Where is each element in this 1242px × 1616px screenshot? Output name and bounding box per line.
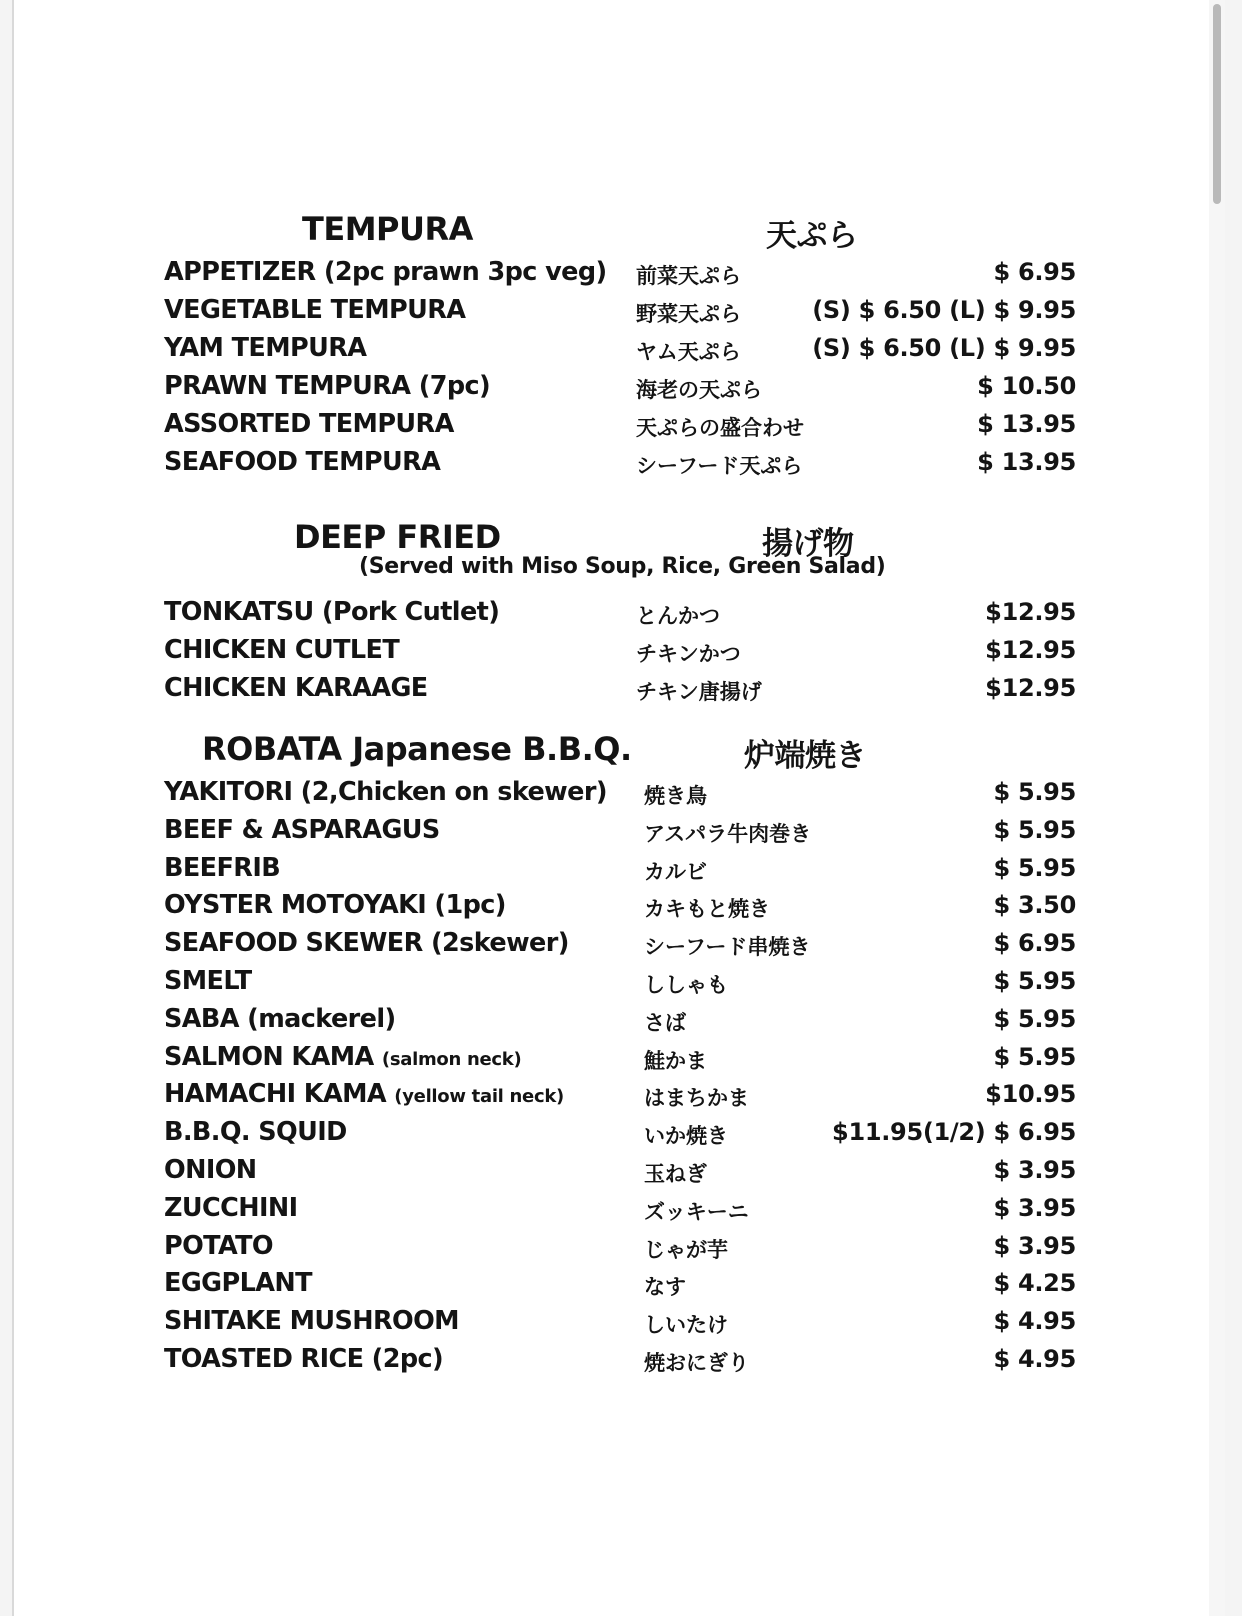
menu-item-row	[14, 444, 1214, 482]
item-name-text: VEGETABLE TEMPURA	[164, 295, 466, 326]
item-price: $ 6.95	[993, 929, 1076, 958]
menu-item-row	[14, 887, 1214, 925]
menu-item-row	[14, 1341, 1214, 1379]
menu-item-row	[14, 368, 1214, 406]
item-name-note: (salmon neck)	[381, 1048, 522, 1070]
item-price: $ 13.95	[977, 410, 1076, 439]
section-title-japanese: 天ぷら	[766, 218, 858, 254]
item-name	[164, 1155, 257, 1185]
item-name-text: EGGPLANT	[164, 1268, 312, 1299]
item-name-japanese: さば	[644, 1010, 686, 1035]
section-note: (Served with Miso Soup, Rice, Green Salad)	[359, 554, 886, 579]
menu-item-row	[14, 1190, 1214, 1228]
item-name-text: POTATO	[164, 1230, 274, 1261]
menu-items	[14, 774, 1214, 1379]
item-name	[164, 1042, 521, 1072]
item-name-japanese: 焼き鳥	[644, 784, 707, 808]
menu-item-row	[14, 1152, 1214, 1190]
menu-items	[14, 254, 1214, 483]
menu-item-row	[14, 1303, 1214, 1341]
item-name-text: SHITAKE MUSHROOM	[164, 1306, 459, 1337]
section-title: ROBATA Japanese B.B.Q.	[202, 730, 632, 768]
menu-item-row	[14, 1001, 1214, 1039]
item-name-text: CHICKEN CUTLET	[164, 635, 400, 665]
item-name	[164, 409, 454, 439]
menu-item-row	[14, 254, 1214, 292]
menu-item-row	[14, 1039, 1214, 1077]
scrollbar-thumb[interactable]	[1213, 4, 1221, 204]
item-name	[164, 1268, 312, 1298]
item-name	[164, 815, 440, 845]
item-name	[164, 371, 490, 401]
item-name-japanese: 海老の天ぷら	[636, 378, 762, 403]
item-name	[164, 853, 280, 883]
item-name-text: ASSORTED TEMPURA	[164, 409, 454, 440]
item-name	[164, 1231, 273, 1261]
item-name-japanese: アスパラ牛肉巻き	[644, 821, 812, 846]
item-price: $ 5.95	[993, 853, 1076, 882]
item-price: $12.95	[985, 674, 1076, 702]
item-price: $12.95	[985, 636, 1076, 664]
vertical-scrollbar[interactable]	[1209, 0, 1225, 1616]
item-price: $ 5.95	[993, 1004, 1076, 1033]
item-name	[164, 1079, 564, 1109]
menu-item-row	[14, 1228, 1214, 1266]
menu-item-row	[14, 1076, 1214, 1114]
item-name-japanese: 前菜天ぷら	[636, 264, 741, 288]
menu-item-row	[14, 632, 1214, 670]
item-name	[164, 257, 607, 287]
menu-items	[14, 594, 1214, 708]
item-name-text: OYSTER MOTOYAKI (1pc)	[164, 890, 506, 921]
item-price: $ 4.95	[993, 1307, 1076, 1336]
menu-item-row	[14, 774, 1214, 812]
item-name-text: CHICKEN KARAAGE	[164, 673, 428, 703]
item-name	[164, 1306, 459, 1336]
item-name-text: SEAFOOD SKEWER (2skewer)	[164, 928, 569, 959]
menu-item-row	[14, 406, 1214, 444]
item-name-text: YAM TEMPURA	[164, 333, 367, 364]
item-name-text: TOASTED RICE (2pc)	[164, 1343, 444, 1374]
section-header	[14, 730, 1214, 774]
item-name-text: B.B.Q. SQUID	[164, 1117, 347, 1148]
item-name-text: HAMACHI KAMA	[164, 1079, 387, 1110]
item-name-text: SMELT	[164, 965, 252, 996]
item-price: $ 5.95	[993, 778, 1076, 806]
item-name-text: TONKATSU (Pork Cutlet)	[164, 597, 500, 627]
item-name-japanese: じゃが芋	[644, 1237, 728, 1262]
item-name	[164, 928, 569, 958]
item-name-text: SALMON KAMA	[164, 1041, 374, 1072]
item-name-japanese: チキンかつ	[636, 642, 741, 666]
item-name	[164, 333, 366, 363]
item-name-japanese: カキもと焼き	[644, 897, 770, 922]
item-name-japanese: シーフード天ぷら	[636, 454, 803, 479]
item-name-japanese: シーフード串焼き	[644, 935, 811, 960]
item-name-text: PRAWN TEMPURA (7pc)	[164, 371, 491, 402]
menu-item-row	[14, 1114, 1214, 1152]
item-name-japanese: ししゃも	[644, 972, 728, 997]
item-name-japanese: 鮭かま	[644, 1048, 707, 1073]
item-price: $ 10.50	[977, 372, 1076, 401]
menu-item-row	[14, 292, 1214, 330]
menu-item-row	[14, 330, 1214, 368]
item-name-japanese: はまちかま	[644, 1086, 749, 1111]
menu-item-row	[14, 925, 1214, 963]
item-name-text: YAKITORI (2,Chicken on skewer)	[164, 777, 607, 807]
item-price: $ 5.95	[993, 966, 1076, 995]
item-price: $11.95(1/2) $ 6.95	[832, 1118, 1076, 1147]
section-title-japanese: 揚げ物	[762, 526, 854, 562]
item-price: $ 13.95	[977, 448, 1076, 477]
item-name-text: SABA (mackerel)	[164, 1003, 396, 1034]
item-name-japanese: ヤム天ぷら	[636, 340, 741, 365]
item-name-japanese: 焼おにぎり	[644, 1350, 749, 1375]
menu-item-row	[14, 963, 1214, 1001]
section-header	[14, 210, 1214, 254]
menu-section-tempura	[14, 210, 1214, 483]
item-name	[164, 597, 499, 627]
item-name	[164, 777, 607, 807]
section-title-japanese: 炉端焼き	[744, 738, 866, 774]
item-price: $10.95	[985, 1080, 1076, 1109]
item-price: $ 3.95	[993, 1193, 1076, 1222]
item-name	[164, 1344, 443, 1374]
item-price: $ 5.95	[993, 815, 1076, 844]
item-price: $ 3.95	[993, 1231, 1076, 1260]
item-price: (S) $ 6.50 (L) $ 9.95	[812, 334, 1076, 363]
item-name	[164, 447, 440, 477]
menu-item-row	[14, 1265, 1214, 1303]
item-name-text: SEAFOOD TEMPURA	[164, 447, 441, 478]
item-name	[164, 1193, 297, 1223]
section-title: DEEP FRIED	[294, 518, 501, 556]
item-price: $ 4.25	[993, 1269, 1076, 1298]
item-name-japanese: 玉ねぎ	[644, 1161, 707, 1186]
item-price: $ 5.95	[993, 1042, 1076, 1071]
item-name	[164, 1117, 347, 1147]
menu-item-row	[14, 850, 1214, 888]
item-name-japanese: しいたけ	[644, 1313, 728, 1338]
item-name	[164, 890, 506, 920]
item-name-text: BEEFRIB	[164, 852, 281, 883]
item-name-japanese: 野菜天ぷら	[636, 302, 741, 327]
item-price: $12.95	[985, 598, 1076, 626]
item-name-text: ZUCCHINI	[164, 1192, 298, 1223]
menu-section-deep-fried	[14, 518, 1214, 708]
item-name-japanese: いか焼き	[644, 1124, 728, 1149]
item-name-japanese: 天ぷらの盛合わせ	[636, 416, 804, 441]
item-price: $ 3.50	[993, 891, 1076, 920]
item-name	[164, 1004, 396, 1034]
item-price: $ 6.95	[993, 258, 1076, 286]
menu-item-row	[14, 812, 1214, 850]
section-title: TEMPURA	[302, 210, 473, 248]
item-price: $ 3.95	[993, 1155, 1076, 1184]
item-name-text: APPETIZER (2pc prawn 3pc veg)	[164, 257, 607, 287]
item-name	[164, 295, 465, 325]
item-name	[164, 966, 252, 996]
item-price: (S) $ 6.50 (L) $ 9.95	[812, 296, 1076, 325]
item-name	[164, 635, 399, 665]
item-name-text: BEEF & ASPARAGUS	[164, 814, 440, 845]
menu-item-row	[14, 670, 1214, 708]
menu-section-robata	[14, 730, 1214, 1379]
item-price: $ 4.95	[993, 1344, 1076, 1373]
item-name-note: (yellow tail neck)	[394, 1086, 564, 1108]
item-name-japanese: ズッキーニ	[644, 1199, 749, 1224]
item-name-japanese: チキン唐揚げ	[636, 680, 762, 704]
menu-page	[12, 0, 1225, 1616]
item-name-japanese: なす	[644, 1275, 686, 1300]
item-name-text: ONION	[164, 1154, 257, 1185]
item-name-japanese: カルビ	[644, 859, 707, 884]
item-name-japanese: とんかつ	[636, 604, 720, 628]
menu-item-row	[14, 594, 1214, 632]
item-name	[164, 673, 428, 703]
